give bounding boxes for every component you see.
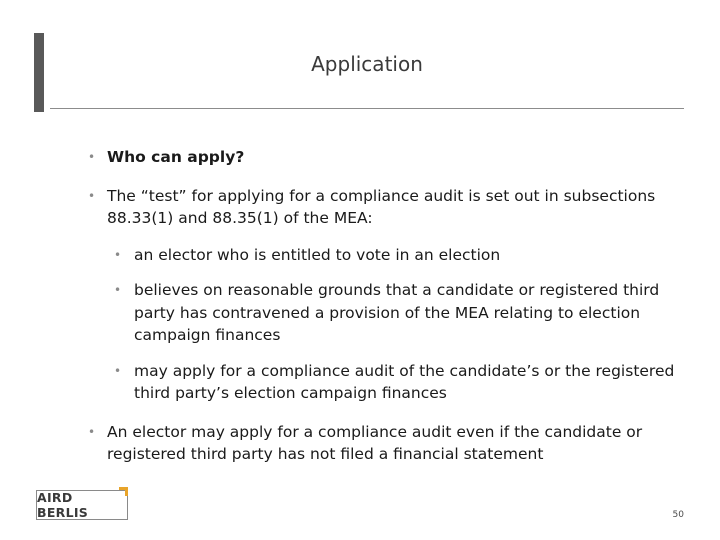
aird-berlis-logo: AIRD BERLIS [36,490,128,520]
bullet-text: believes on reasonable grounds that a candidate or registered third party has contravened a provision of the MEA relating to election campaign finances [134,281,660,344]
bullet-list [88,146,678,482]
title-divider [50,108,684,109]
bullet-text: an elector who is entitled to vote in an election [134,245,501,264]
bullet-text: may apply for a compliance audit of the candidate’s or the registered third party’s election campaign finances [134,361,675,402]
logo-accent-icon [125,487,128,496]
bullet-icon: • [88,424,96,439]
bullet-icon: • [114,247,122,262]
bullet-icon: • [114,363,122,378]
bullet-icon: • [88,188,96,203]
bullet-text: An elector may apply for a compliance audit even if the candidate or registered third party has not filed a financial statement [107,422,643,463]
sub-bullet-item [114,360,678,405]
sub-bullet-item [114,244,678,267]
bullet-text: Who can apply? [107,148,245,166]
bullet-icon: • [114,283,122,297]
page-number: 50 [672,510,684,520]
bullet-icon: • [88,150,96,164]
slide-title: Application [311,52,423,76]
bullet-text: The “test” for applying for a compliance audit is set out in subsections 88.33(1) and 88.35(1) of the MEA: [107,186,656,227]
bullet-item [88,146,678,169]
bullet-item [88,421,678,466]
bullet-item [88,185,678,230]
sub-bullet-item [114,279,678,347]
title-accent-bar [34,33,44,112]
